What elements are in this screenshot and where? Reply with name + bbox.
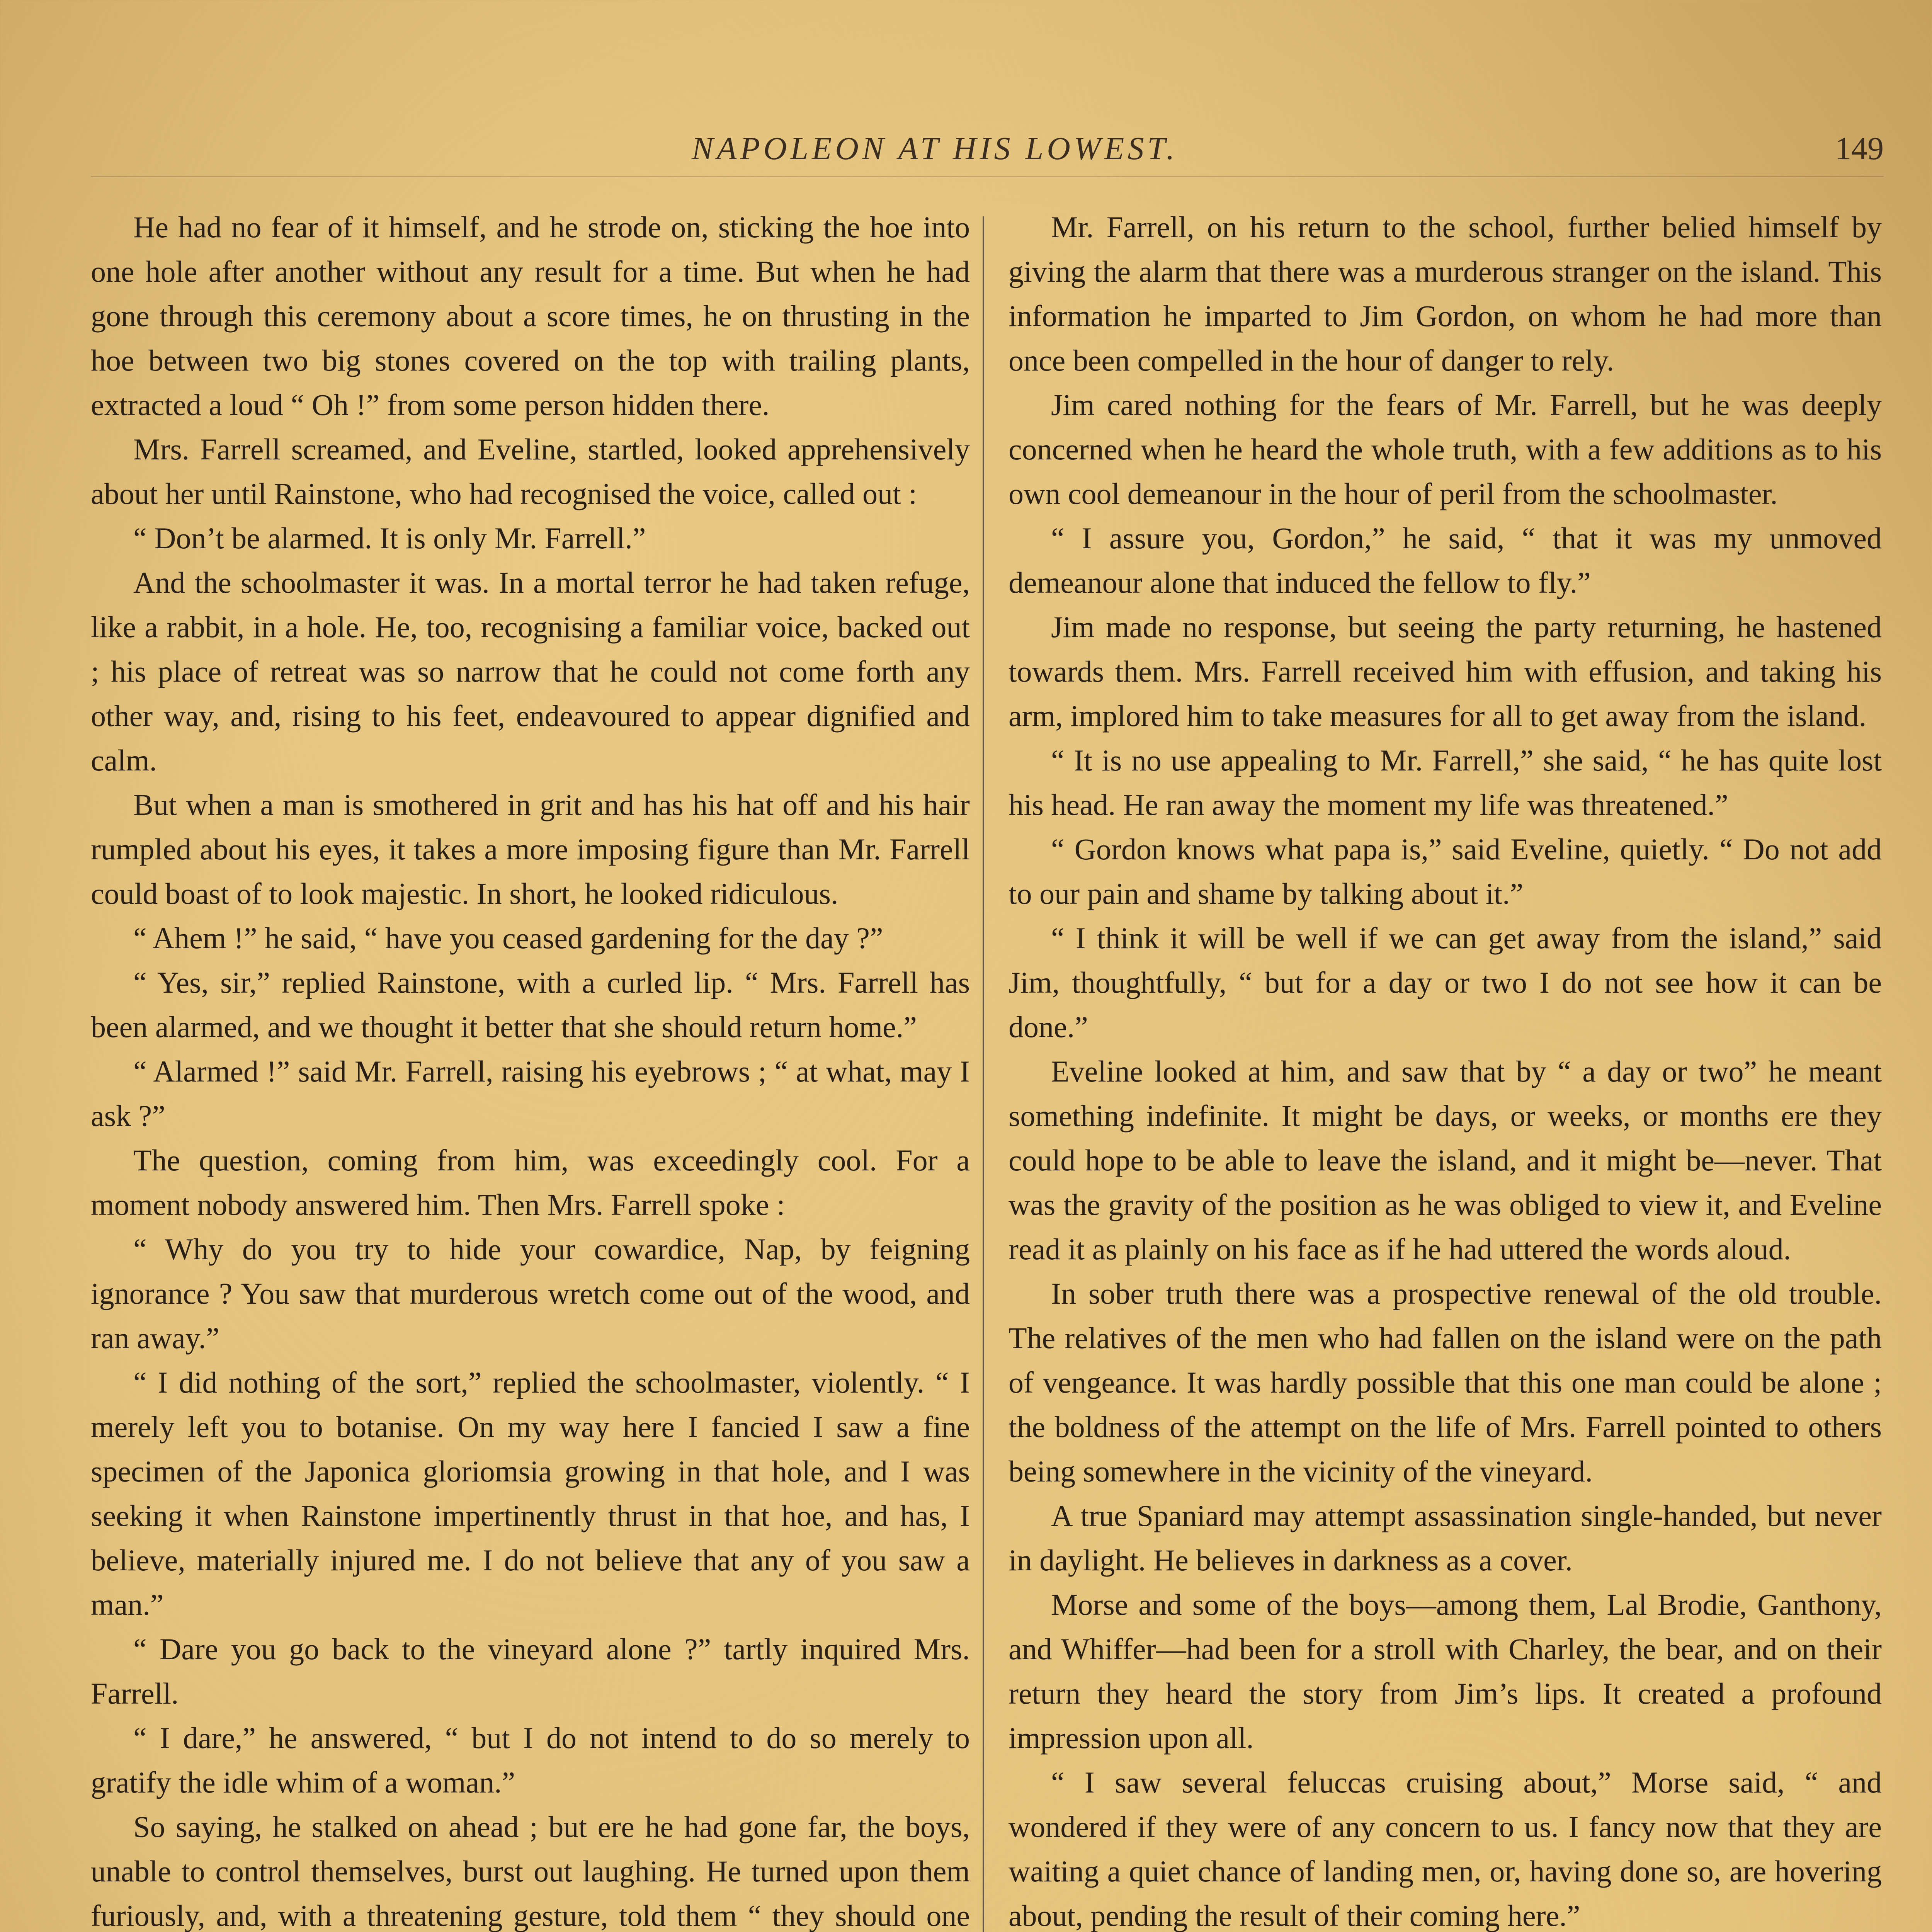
paragraph: Jim made no response, but seeing the party returning, he hastened towards them. Mrs. Farrell received him with effusion, and taking his arm, implored him to take measures for all to get away from the island. — [1009, 610, 1882, 733]
header-rule — [91, 176, 1884, 177]
paragraph: “ Why do you try to hide your cowardice, Nap, by feigning ignorance ? You saw that murderous wretch come out of the wood, and ran away.” — [91, 1232, 970, 1355]
paragraph: In sober truth there was a prospective renewal of the old trouble. The relatives of the men who had fallen on the island were on the path of vengeance. It was hardly possible that this one man could be alone ; the boldness of the attempt on the life of Mrs. Farrell pointed to others being somewhere in the vicinity of the vineyard. — [1009, 1277, 1882, 1488]
paragraph: “ I think it will be well if we can get away from the island,” said Jim, thoughtfully, “ but for a day or two I do not see how it can be done.” — [1009, 921, 1882, 1044]
left-column — [91, 205, 970, 1932]
paragraph: “ Gordon knows what papa is,” said Eveline, quietly. “ Do not add to our pain and shame by talking about it.” — [1009, 832, 1882, 910]
running-head — [0, 128, 1932, 170]
paragraph: Eveline looked at him, and saw that by “ a day or two” he meant something indefinite. It might be days, or weeks, or months ere they could hope to be able to leave the island, and it might be—never. That was the gravity of the position as he was obliged to view it, and Eveline read it as plainly on his face as if he had uttered the words aloud. — [1009, 1054, 1882, 1266]
paragraph: Morse and some of the boys—among them, Lal Brodie, Ganthony, and Whiffer—had been for a stroll with Charley, the bear, and on their return they heard the story from Jim’s lips. It created a profound impression upon all. — [1009, 1588, 1882, 1755]
paragraph: “ It is no use appealing to Mr. Farrell,” she said, “ he has quite lost his head. He ran away the moment my life was threatened.” — [1009, 743, 1882, 821]
paragraph: But when a man is smothered in grit and has his hat off and his hair rumpled about his eyes, it takes a more imposing figure than Mr. Farrell could boast of to look majestic. In short, he looked ridiculous. — [91, 788, 970, 910]
paragraph: “ I assure you, Gordon,” he said, “ that it was my unmoved demeanour alone that induced the fellow to fly.” — [1009, 521, 1882, 599]
paragraph: “ I dare,” he answered, “ but I do not intend to do so merely to gratify the idle whim of a woman.” — [91, 1721, 970, 1799]
running-title: NAPOLEON AT HIS LOWEST. — [692, 131, 1178, 167]
page-number: 149 — [1835, 131, 1884, 167]
column-divider — [983, 216, 984, 1932]
paragraph: “ Don’t be alarmed. It is only Mr. Farrell.” — [133, 521, 646, 555]
paragraph: Mrs. Farrell screamed, and Eveline, startled, looked apprehensively about her until Rainstone, who had recognised the voice, called out : — [91, 432, 970, 510]
paragraph: “ Dare you go back to the vineyard alone ?” tartly inquired Mrs. Farrell. — [91, 1632, 970, 1710]
paragraph: And the schoolmaster it was. In a mortal terror he had taken refuge, like a rabbit, in a hole. He, too, recognising a familiar voice, backed out ; his place of retreat was so narrow that he could not come forth any other way, and, rising to his feet, endeavoured to appear dignified and calm. — [91, 566, 970, 777]
paragraph: A true Spaniard may attempt assassination single-handed, but never in daylight. He believes in darkness as a cover. — [1009, 1499, 1882, 1577]
paragraph: “ I saw several feluccas cruising about,” Morse said, “ and wondered if they were of any concern to us. I fancy now that they are waiting a quiet chance of landing men, or, having done so, are hovering about, pending the result of their coming here.” — [1009, 1765, 1882, 1932]
paragraph: He had no fear of it himself, and he strode on, sticking the hoe into one hole after another without any result for a time. But when he had gone through this ceremony about a score times, he on thrusting in the hoe between two big stones covered on the top with trailing plants, extracted a loud “ Oh !” from some person hidden there. — [91, 210, 970, 422]
paragraph: “ Ahem !” he said, “ have you ceased gardening for the day ?” — [133, 921, 883, 955]
paragraph: “ Alarmed !” said Mr. Farrell, raising his eyebrows ; “ at what, may I ask ?” — [91, 1054, 970, 1133]
paragraph: “ Yes, sir,” replied Rainstone, with a curled lip. “ Mrs. Farrell has been alarmed, and we thought it better that she should return home.” — [91, 966, 970, 1044]
paragraph: Jim cared nothing for the fears of Mr. Farrell, but he was deeply concerned when he heard the whole truth, with a few additions as to his own cool demeanour in the hour of peril from the schoolmaster. — [1009, 388, 1882, 510]
right-column — [1009, 205, 1882, 1932]
paragraph: Mr. Farrell, on his return to the school, further belied himself by giving the alarm that there was a murderous stranger on the island. This information he imparted to Jim Gordon, on whom he had more than once been compelled in the hour of danger to rely. — [1009, 210, 1882, 377]
paragraph: So saying, he stalked on ahead ; but ere he had gone far, the boys, unable to control themselves, burst out laughing. He turned upon them furiously, and, with a threatening gesture, told them “ they should one — [91, 1810, 970, 1932]
paragraph: “ I did nothing of the sort,” replied the schoolmaster, violently. “ I merely left you to botanise. On my way here I fancied I saw a fine specimen of the Japonica gloriomsia growing in that hole, and I was seeking it when Rainstone impertinently thrust in that hoe, and has, I believe, materially injured me. I do not believe that any of you saw a man.” — [91, 1366, 970, 1621]
paragraph: The question, coming from him, was exceedingly cool. For a moment nobody answered him. Then Mrs. Farrell spoke : — [91, 1143, 970, 1221]
